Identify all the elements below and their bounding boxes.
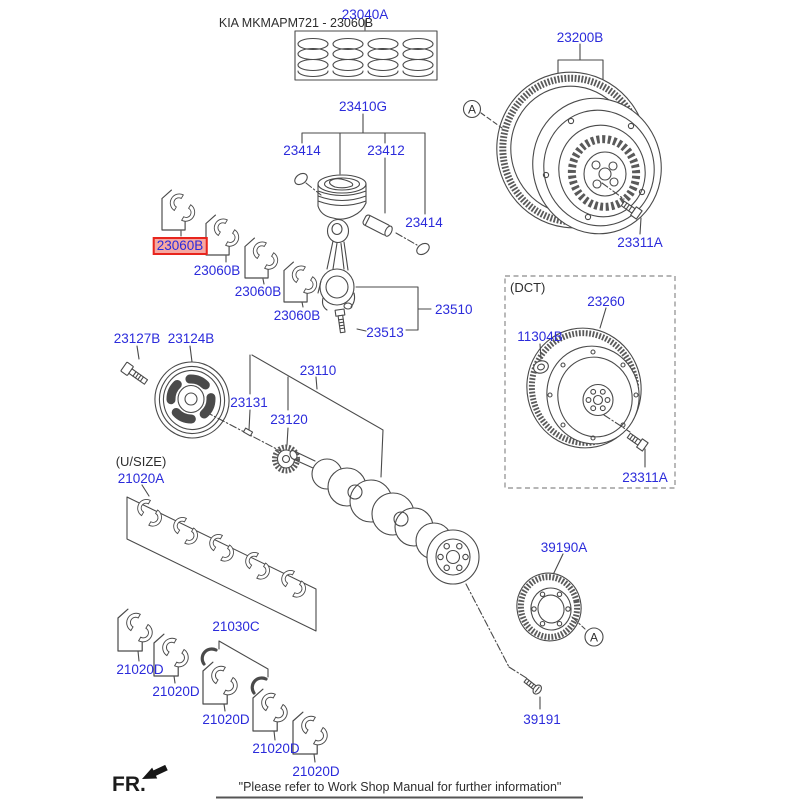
label-rod-bearing-4[interactable]: 23060B xyxy=(273,308,321,323)
snap-ring-right-drawing xyxy=(396,233,431,257)
catalog-reference-note: KIA MKMAPM721 - 23060B xyxy=(218,16,374,30)
label-rod-bearing-3[interactable]: 23060B xyxy=(234,284,282,299)
label-crankshaft-pulley[interactable]: 23124B xyxy=(167,331,215,346)
undersize-group-note: (U/SIZE) xyxy=(115,454,167,469)
piston-drawing xyxy=(318,175,366,219)
label-pulley-bolt[interactable]: 23127B xyxy=(113,331,161,346)
label-tone-wheel-bolt[interactable]: 39191 xyxy=(523,712,561,727)
label-main-bearing-3[interactable]: 21020D xyxy=(202,712,250,727)
ref-marker-a-top xyxy=(464,101,503,129)
footer-note: "Please refer to Work Shop Manual for further information" xyxy=(238,780,562,794)
label-tone-wheel[interactable]: 39190A xyxy=(540,540,588,555)
label-flywheel-mt[interactable]: 23200B xyxy=(556,30,604,45)
label-thrust-washer-set[interactable]: 21030C xyxy=(212,619,260,634)
label-flywheel-dct[interactable]: 23260 xyxy=(587,294,625,309)
woodruff-key-drawing xyxy=(243,428,252,436)
label-main-bearing-2[interactable]: 21020D xyxy=(152,684,200,699)
label-piston-pin[interactable]: 23412 xyxy=(367,143,405,158)
crankshaft-pulley-drawing xyxy=(149,346,290,456)
label-pilot-washer-dct[interactable]: 11304B xyxy=(517,329,563,344)
label-crankshaft-sprocket[interactable]: 23120 xyxy=(270,412,308,427)
ref-marker-letter: A xyxy=(467,102,477,117)
main-bearing-set-drawing xyxy=(127,485,316,631)
tone-wheel-bolt-drawing xyxy=(522,676,543,709)
label-flywheel-bolt-dct[interactable]: 23311A xyxy=(622,470,668,485)
snap-ring-left-drawing xyxy=(293,171,321,195)
label-piston-assembly[interactable]: 23410G xyxy=(338,99,388,114)
label-snap-ring-right[interactable]: 23414 xyxy=(405,215,443,230)
tone-wheel-drawing xyxy=(466,554,587,679)
crankshaft-drawing xyxy=(289,449,479,584)
ref-marker-a-bottom xyxy=(585,628,603,646)
label-piston-ring-set[interactable]: 23040A xyxy=(341,7,389,22)
label-main-bearing-1[interactable]: 21020D xyxy=(116,662,164,677)
label-woodruff-key[interactable]: 23131 xyxy=(230,395,268,410)
label-crankshaft[interactable]: 23110 xyxy=(299,363,337,378)
connecting-rod-drawing xyxy=(318,220,355,311)
front-indicator-label: FR. xyxy=(112,773,146,796)
label-connecting-rod-bolt[interactable]: 23513 xyxy=(366,325,404,340)
pulley-bolt-drawing xyxy=(121,346,149,386)
label-flywheel-bolt-mt[interactable]: 23311A xyxy=(617,235,663,250)
label-main-bearing-5[interactable]: 21020D xyxy=(292,764,340,779)
piston-assembly-bracket xyxy=(302,114,425,214)
label-main-bearing-set-usize[interactable]: 21020A xyxy=(117,471,165,486)
label-rod-bearing-2[interactable]: 23060B xyxy=(193,263,241,278)
label-connecting-rod[interactable]: 23510 xyxy=(435,302,473,317)
ref-marker-letter: A xyxy=(589,630,599,645)
dct-group-note: (DCT) xyxy=(510,280,546,295)
connecting-rod-bolt-drawing xyxy=(335,309,347,333)
label-rod-bearing-selected[interactable]: 23060B xyxy=(153,237,208,255)
label-snap-ring-left[interactable]: 23414 xyxy=(283,143,321,158)
flywheel-mt-drawing xyxy=(479,44,676,248)
piston-pin-drawing xyxy=(362,214,394,237)
label-main-bearing-4[interactable]: 21020D xyxy=(252,741,300,756)
